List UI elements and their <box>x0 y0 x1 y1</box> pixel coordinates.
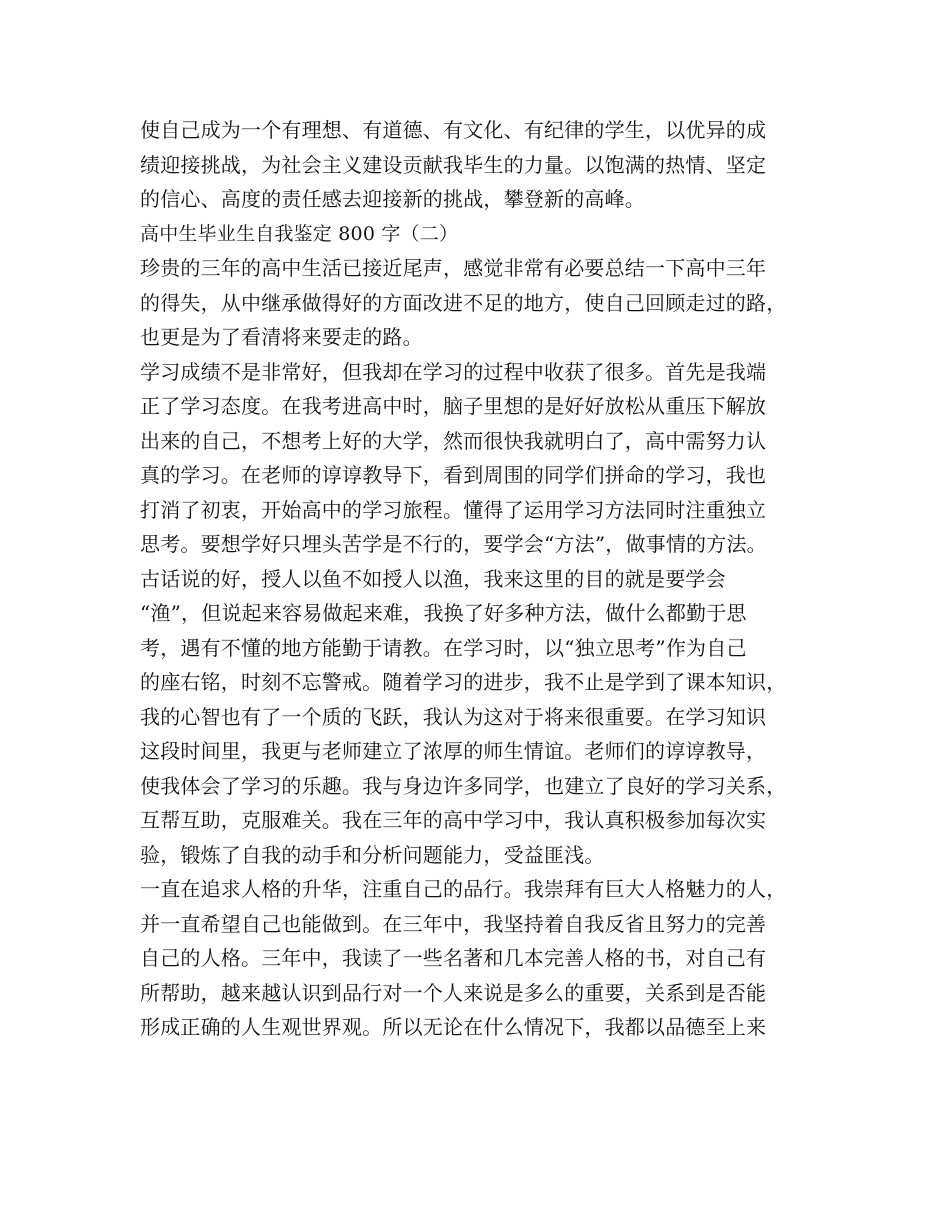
text-line: 自己的人格。三年中，我读了一些名著和几本完善人格的书，对自己有 <box>140 946 767 970</box>
text-line: 思考。要想学好只埋头苦学是不行的，要学会“方法”，做事情的方法。 <box>140 532 767 556</box>
text-line: 打消了初衷，开始高中的学习旅程。懂得了运用学习方法同时注重独立 <box>140 497 767 522</box>
text-line: 的座右铭，时刻不忘警戒。随着学习的进步，我不止是学到了课本知识， <box>140 670 787 694</box>
text-line: 学习成绩不是非常好，但我却在学习的过程中收获了很多。首先是我端 <box>140 359 767 384</box>
text-line: 珍贵的三年的高中生活已接近尾声，感觉非常有必要总结一下高中三年 <box>140 256 767 280</box>
text-line: 古话说的好，授人以鱼不如授人以渔，我来这里的目的就是要学会 <box>140 566 726 591</box>
text-line: 的得失，从中继承做得好的方面改进不足的地方，使自己回顾走过的路， <box>140 290 787 315</box>
text-line: 我的心智也有了一个质的飞跃，我认为这对于将来很重要。在学习知识 <box>140 704 767 729</box>
text-line: 互帮互助，克服难关。我在三年的高中学习中，我认真积极参加每次实 <box>140 808 767 832</box>
text-line: 验，锻炼了自我的动手和分析问题能力，受益匪浅。 <box>140 842 605 867</box>
section-heading: 高中生毕业生自我鉴定 800 字（二） <box>140 222 459 245</box>
text-line: 真的学习。在老师的谆谆教导下，看到周围的同学们拼命的学习，我也 <box>140 463 767 487</box>
text-line: 这段时间里，我更与老师建立了浓厚的师生情谊。老师们的谆谆教导， <box>140 739 767 763</box>
text-line: 形成正确的人生观世界观。所以无论在什么情况下，我都以品德至上来 <box>140 1015 767 1039</box>
text-line: 也更是为了看清将来要走的路。 <box>140 325 423 349</box>
text-line: 的信心、高度的责任感去迎接新的挑战，攀登新的高峰。 <box>140 187 645 211</box>
text-line: 使自己成为一个有理想、有道德、有文化、有纪律的学生，以优异的成 <box>140 118 767 142</box>
text-line: 出来的自己，不想考上好的大学，然而很快我就明白了，高中需努力认 <box>140 428 767 453</box>
text-line: 所帮助，越来越认识到品行对一个人来说是多么的重要，关系到是否能 <box>140 980 767 1005</box>
text-line: 考，遇有不懂的地方能勤于请教。在学习时，以“独立思考”作为自己 <box>140 635 747 660</box>
text-line: 并一直希望自己也能做到。在三年中，我坚持着自我反省且努力的完善 <box>140 911 767 936</box>
text-line: 绩迎接挑战，为社会主义建设贡献我毕生的力量。以饱满的热情、坚定 <box>140 152 767 177</box>
text-line: 一直在追求人格的升华，注重自己的品行。我崇拜有巨大人格魅力的人， <box>140 877 787 901</box>
text-line: 正了学习态度。在我考进高中时，脑子里想的是好好放松从重压下解放 <box>140 394 767 418</box>
document-body <box>140 113 830 1045</box>
text-line: 使我体会了学习的乐趣。我与身边许多同学，也建立了良好的学习关系， <box>140 773 787 798</box>
text-line: “渔”，但说起来容易做起来难，我换了好多种方法，做什么都勤于思 <box>140 601 747 625</box>
